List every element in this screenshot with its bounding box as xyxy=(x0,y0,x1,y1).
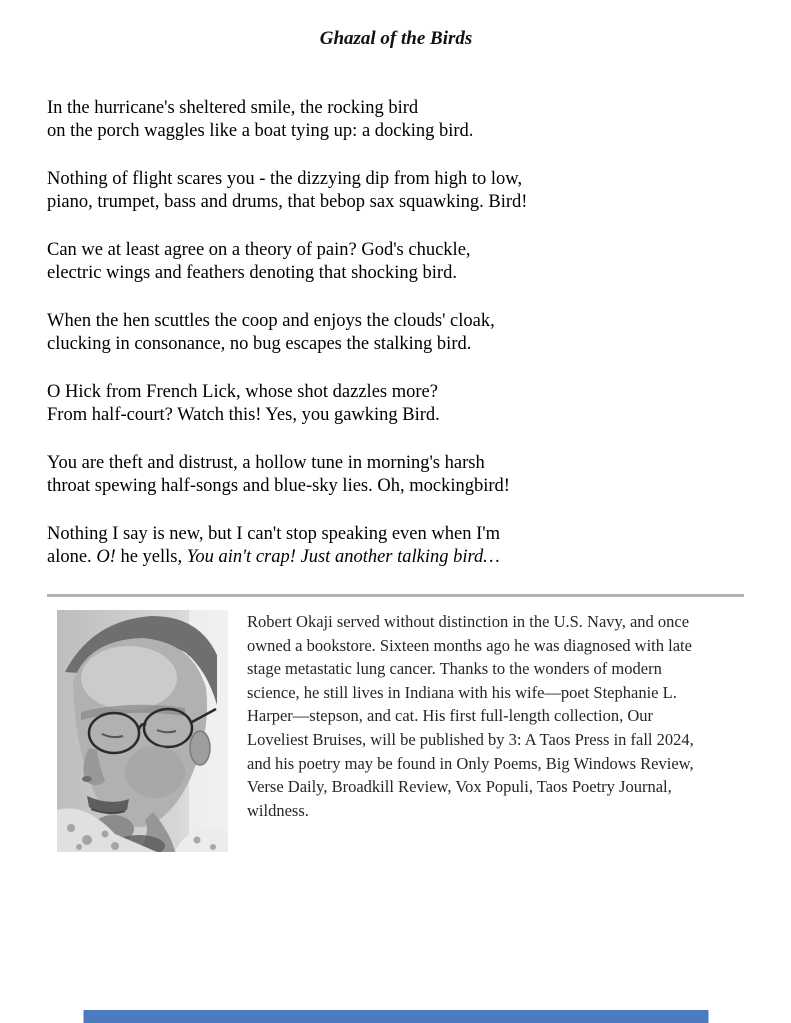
section-divider xyxy=(47,594,744,597)
bio-line: science, he still lives in Indiana with his wife—poet Stephanie L. xyxy=(247,682,677,702)
poem-stanza xyxy=(47,310,745,356)
bio-line: wildness. xyxy=(247,800,309,820)
author-photo-graphic xyxy=(57,610,228,852)
poem-line: In the hurricane's sheltered smile, the rocking bird xyxy=(47,98,419,118)
poem-line: piano, trumpet, bass and drums, that bebop sax squawking. Bird! xyxy=(47,192,528,212)
bio-line: Verse Daily, Broadkill Review, Vox Populi, Taos Poetry Journal, xyxy=(247,777,672,797)
bio-line: owned a bookstore. Sixteen months ago he was diagnosed with late xyxy=(247,635,692,655)
poem-line: electric wings and feathers denoting that shocking bird. xyxy=(47,263,457,283)
poem-line: When the hen scuttles the coop and enjoys the clouds' cloak, xyxy=(47,311,495,331)
author-photo xyxy=(57,610,228,852)
footer-bar xyxy=(83,1010,708,1023)
poem-stanza xyxy=(47,381,745,427)
poem-line: From half-court? Watch this! Yes, you gawking Bird. xyxy=(47,405,440,425)
bio-line: stage metastatic lung cancer. Thanks to the wonders of modern xyxy=(247,659,662,679)
bio-line: and his poetry may be found in Only Poems, Big Windows Review, xyxy=(247,753,694,773)
author-bio-text xyxy=(247,610,745,822)
poem-title: Ghazal of the Birds xyxy=(319,28,473,49)
poem-line-mixed-italic xyxy=(47,546,745,569)
poem-line-part-italic: O! xyxy=(96,547,116,567)
author-bio-section xyxy=(47,610,745,852)
page-content xyxy=(47,0,745,852)
poem-line: You are theft and distrust, a hollow tune in morning's harsh xyxy=(47,453,485,473)
poem-line: on the porch waggles like a boat tying up: a docking bird. xyxy=(47,121,474,141)
poem-stanza xyxy=(47,239,745,285)
poem-line: clucking in consonance, no bug escapes the stalking bird. xyxy=(47,334,472,354)
bio-line: Harper—stepson, and cat. His first full-length collection, Our xyxy=(247,706,653,726)
poem-stanza xyxy=(47,168,745,214)
poem-line: O Hick from French Lick, whose shot dazzles more? xyxy=(47,382,438,402)
poem-line: throat spewing half-songs and blue-sky lies. Oh, mockingbird! xyxy=(47,476,510,496)
bio-line: Loveliest Bruises, will be published by 3: A Taos Press in fall 2024, xyxy=(247,729,694,749)
bio-line: Robert Okaji served without distinction in the U.S. Navy, and once xyxy=(247,612,690,631)
poem-line: Can we at least agree on a theory of pain? God's chuckle, xyxy=(47,240,471,260)
poem-line-part: alone. xyxy=(47,547,97,567)
poem-line: Nothing I say is new, but I can't stop speaking even when I'm xyxy=(47,524,500,544)
poem-stanza xyxy=(47,452,745,498)
poem-line: Nothing of flight scares you - the dizzying dip from high to low, xyxy=(47,169,523,189)
poem-stanza-final xyxy=(47,523,745,569)
poem-line-part: he yells xyxy=(115,547,178,567)
poem-stanza xyxy=(47,97,745,143)
poem-line-part-italic: , You ain't crap! Just another talking bird… xyxy=(177,547,500,567)
poem-body xyxy=(47,97,745,569)
